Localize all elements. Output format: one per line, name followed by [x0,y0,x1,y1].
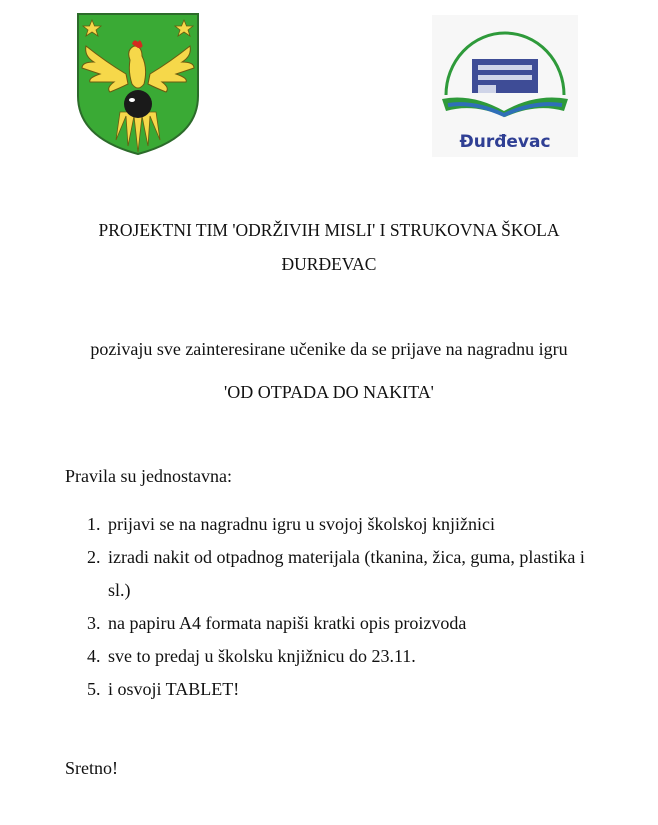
list-text: izradi nakit od otpadnog materijala (tkanina, žica, guma, plastika i sl.) [108,547,585,600]
list-number: 3. [87,613,101,633]
coat-of-arms-icon [76,12,200,156]
school-logo-town: Đurđevac [459,132,551,152]
list-number: 1. [87,514,101,534]
list-number: 2. [87,547,101,567]
invitation-text: pozivaju sve zainteresirane učenike da se prijave na nagradnu igru [90,339,568,359]
rules-intro: Pravila su jednostavna: [65,466,232,486]
closing-text: Sretno! [65,758,118,778]
list-number: 5. [87,679,101,699]
heading-line-1: PROJEKTNI TIM 'ODRŽIVIH MISLI' I STRUKOVNA ŠKOLA [98,220,560,240]
list-item [87,673,608,706]
list-text: prijavi se na nagradnu igru u svojoj školskoj knjižnici [108,514,495,534]
school-logo-icon [432,15,578,157]
list-item [87,508,608,541]
list-item [87,640,608,673]
list-number: 4. [87,646,101,666]
list-text: sve to predaj u školsku knjižnicu do 23.11. [108,646,416,666]
rules-list [87,508,608,706]
list-text: na papiru A4 formata napiši kratki opis proizvoda [108,613,467,633]
list-item [87,541,608,607]
list-item [87,607,608,640]
game-name: 'OD OTPADA DO NAKITA' [224,382,434,402]
heading-line-2: ĐURĐEVAC [281,254,377,274]
list-text: i osvoji TABLET! [108,679,240,699]
